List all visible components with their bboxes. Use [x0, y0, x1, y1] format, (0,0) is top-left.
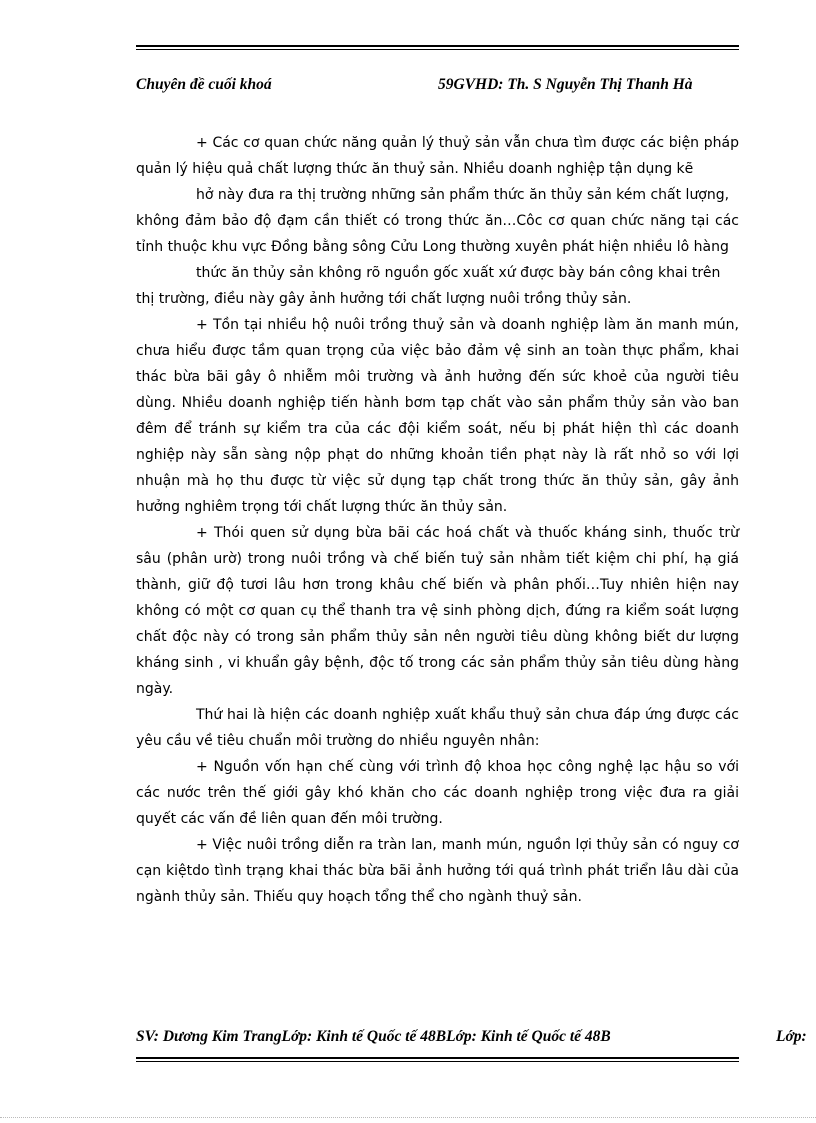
paragraph: + Tồn tại nhiều hộ nuôi trồng thuỷ sản và doanh nghiệp làm ăn manh mún, chưa hiểu được tầm quan trọng của việc bảo đảm vệ sinh an toàn thực phẩm, khai thác bừa bãi gây ô nhiễm môi trường và ảnh hưởng đến sức khoẻ của người tiêu dùng. Nhiều doanh nghiệp tiến hành bơm tạp chất vào sản phẩm thủy sản vào ban đêm để tránh sự kiểm tra của các đội kiểm soát, nếu bị phát hiện thì các doanh nghiệp này sẵn sàng nộp phạt do những khoản tiền phạt này là rất nhỏ so với lợi nhuận mà họ thu được từ việc sử dụng tạp chất trong thức ăn thủy sản, gây ảnh hưởng nghiêm trọng tới chất lượng thức ăn thủy sản. [136, 317, 739, 515]
paragraph: + Nguồn vốn hạn chế cùng với trình độ khoa học công nghệ lạc hậu so với các nước trên thế giới gây khó khăn cho các doanh nghiệp trong việc đưa ra giải quyết các vấn đề liên quan đến môi trường. [136, 759, 739, 827]
footer-class: Lớp: [776, 1028, 807, 1045]
paragraph: hở này đưa ra thị trường những sản phẩm thức ăn thủy sản kém chất lượng, [196, 187, 730, 203]
document-body [136, 130, 739, 910]
paragraph: + Các cơ quan chức năng quản lý thuỷ sản vẫn chưa tìm được các biện pháp quản lý hiệu quả chất lượng thức ăn thuỷ sản. Nhiều doanh nghiệp tận dụng kẽ [136, 135, 739, 177]
footer-student: SV: Dương Kim TrangLớp: Kinh tế Quốc tế 48BLớp: Kinh tế Quốc tế 48B [136, 1028, 611, 1045]
page-edge [0, 1117, 816, 1118]
header-rule [136, 45, 739, 50]
paragraph: Thứ hai là hiện các doanh nghiệp xuất khẩu thuỷ sản chưa đáp ứng được các yêu cầu về tiêu chuẩn môi trường do nhiều nguyên nhân: [136, 707, 739, 749]
header-advisor: 59GVHD: Th. S Nguyễn Thị Thanh Hà [438, 76, 693, 93]
paragraph: không đảm bảo độ đạm cần thiết có trong thức ăn…Côc cơ quan chức năng tại các tỉnh thuộc khu vực Đồng bằng sông Cửu Long thường xuyên phát hiện nhiều lô hàng [136, 213, 739, 255]
paragraph: + Việc nuôi trồng diễn ra tràn lan, manh mún, nguồn lợi thủy sản có nguy cơ cạn kiệtdo tình trạng khai thác bừa bãi ảnh hưởng tới quá trình phát triển lâu dài của ngành thủy sản. Thiếu quy hoạch tổng thể cho ngành thuỷ sản. [136, 837, 739, 905]
paragraph: + Thói quen sử dụng bừa bãi các hoá chất và thuốc kháng sinh, thuốc trừ sâu (phân urờ) trong nuôi trồng và chế biến tuỷ sản nhằm tiết kiệm chi phí, hạ giá thành, giữ độ tươi lâu hơn trong khâu chế biến và phân phối…Tuy nhiên hiện nay không có một cơ quan cụ thể thanh tra vệ sinh phòng dịch, đứng ra kiểm soát lượng chất độc này có trong sản phẩm thủy sản nên người tiêu dùng không biết dư lượng kháng sinh , vi khuẩn gây bệnh, độc tố trong các sản phẩm thủy sản tiêu dùng hàng ngày. [136, 525, 739, 697]
footer-rule [136, 1057, 739, 1062]
paragraph: thức ăn thủy sản không rõ nguồn gốc xuất xứ được bày bán công khai trên [196, 265, 721, 281]
paragraph: thị trường, điều này gây ảnh hưởng tới chất lượng nuôi trồng thủy sản. [136, 291, 632, 307]
page-footer [136, 1028, 816, 1046]
header-title: Chuyên đề cuối khoá [136, 76, 272, 93]
